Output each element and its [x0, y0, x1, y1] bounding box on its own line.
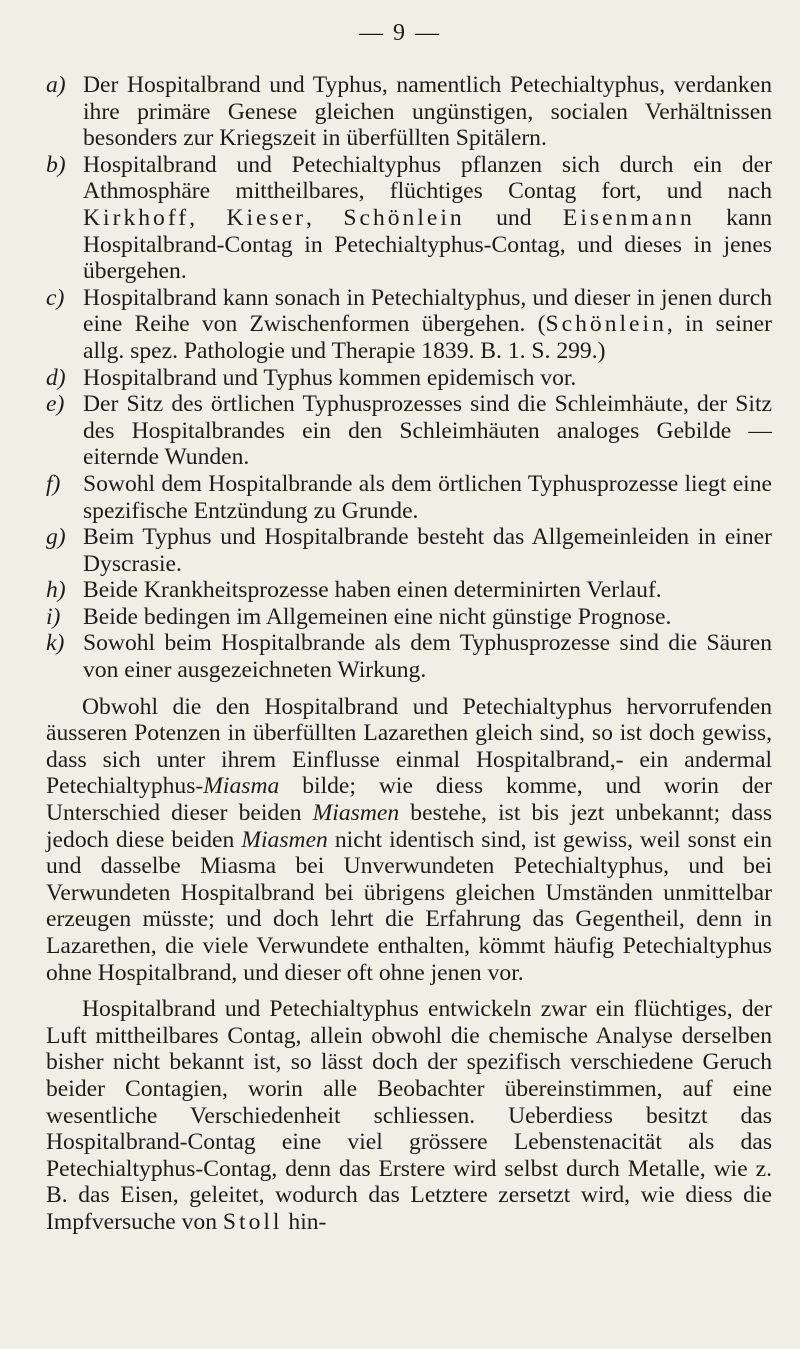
- list-item-text: Hospitalbrand und Typhus kommen epidemisch vor.: [83, 364, 577, 391]
- text-fragment: kann Hospitalbrand-Contag in Petechialtyphus-Contag, und dieses in jenes übergehen.: [83, 204, 773, 285]
- list-marker: k): [46, 630, 65, 657]
- list-marker: g): [46, 524, 66, 551]
- text-fragment: und: [464, 204, 563, 231]
- list-item-text: Hospitalbrand kann sonach in Petechialtyphus, und dieser in jenen durch eine Reihe von Zwischenformen übergehen. (: [83, 284, 772, 338]
- list-item-d: [46, 365, 772, 392]
- numbered-list: [46, 72, 772, 684]
- list-marker: d): [46, 364, 66, 391]
- list-item-h: [46, 577, 772, 604]
- page-number: — 9 —: [359, 20, 441, 46]
- author-name: Schönlein: [545, 311, 667, 338]
- text-fragment: hin-: [282, 1208, 327, 1235]
- list-item-e: [46, 391, 772, 471]
- italic-term: Miasmen: [312, 800, 400, 827]
- list-item-f: [46, 471, 772, 524]
- text-fragment: , in seiner allg. spez. Pathologie und Therapie 1839. B. 1. S. 299.): [83, 311, 772, 364]
- text-fragment: bilde; wie diess komme, und worin der Unterschied dieser beiden: [46, 773, 772, 827]
- list-item-c: [46, 285, 772, 365]
- list-item-text: Der Hospitalbrand und Typhus, namentlich Petechialtyphus, verdanken ihre primäre Genese gleichen ungünstigen, socialen Verhältnissen besonders zur Kriegszeit in überfüllten Spitälern.: [83, 72, 772, 152]
- list-item-a: [46, 72, 772, 152]
- italic-term: Miasma: [203, 773, 280, 800]
- list-item-text: Beim Typhus und Hospitalbrande besteht das Allgemeinleiden in einer Dyscrasie.: [83, 524, 772, 577]
- author-name: Kieser: [226, 204, 307, 231]
- list-item-g: [46, 524, 772, 577]
- italic-term: Miasmen: [241, 826, 328, 853]
- text-fragment: ,: [189, 204, 227, 231]
- list-item-text: Beide bedingen im Allgemeinen eine nicht günstige Prognose.: [83, 603, 672, 630]
- list-marker: e): [46, 391, 65, 418]
- text-fragment: ,: [306, 204, 344, 231]
- list-marker: f): [46, 470, 61, 497]
- list-marker: h): [46, 577, 66, 604]
- list-marker: b): [46, 151, 66, 178]
- list-marker: a): [46, 72, 66, 98]
- author-name: Schönlein: [343, 204, 465, 231]
- list-item-k: [46, 630, 772, 683]
- text-fragment: Obwohl die den Hospitalbrand und Petechialtyphus hervorrufenden äusseren Potenzen in überfüllten Lazarethen gleich sind, so ist doch gewiss, dass sich unter ihrem Einflusse einmal Hospitalbrand,- ein andermal Petechialtyphus-: [46, 693, 772, 800]
- list-item-text: Sowohl dem Hospitalbrande als dem örtlichen Typhusprozesse liegt eine spezifische Entzündung zu Grunde.: [83, 470, 772, 524]
- list-item-b: [46, 152, 772, 285]
- body-paragraph-2: [46, 996, 772, 1235]
- list-marker: i): [46, 603, 61, 630]
- author-name: Stoll: [222, 1208, 283, 1235]
- body-paragraph-1: [46, 694, 772, 987]
- author-name: Eisenmann: [562, 204, 695, 231]
- text-fragment: Hospitalbrand und Petechialtyphus entwickeln zwar ein flüchtiges, der Luft mittheilbares Contag, allein obwohl die chemische Analyse derselben bisher nicht bekannt ist, so lässt doch der spezifisch verschiedene Geruch beider Contagien, worin alle Beobachter übereinstimmen, auf eine wesentliche Verschiedenheit schliessen. Ueberdiess besitzt das Hospitalbrand-Contag eine viel grössere Lebenstenacität als das Petechialtyphus-Contag, denn das Erstere wird selbst durch Metalle, wie z. B. das Eisen, geleitet, wodurch das Letztere zersetzt wird, wie diess die Impfversuche von: [46, 996, 772, 1235]
- list-item-i: [46, 604, 772, 631]
- list-marker: c): [46, 284, 65, 311]
- list-item-text: Sowohl beim Hospitalbrande als dem Typhusprozesse sind die Säuren von einer ausgezeichneten Wirkung.: [83, 630, 772, 684]
- text-fragment: nicht identisch sind, ist gewiss, weil sonst ein und dasselbe Miasma bei Unverwundeten Petechialtyphus, und bei Verwundeten Hospitalbrand bei übrigens gleichen Umständen unmittelbar erzeugen müsste; und doch lehrt die Erfahrung das Gegentheil, denn in Lazarethen, die viele Verwundete enthalten, kömmt häufig Petechialtyphus ohne Hospitalbrand, und dieser oft ohne jenen vor.: [46, 826, 773, 986]
- author-name: Kirkhoff: [83, 204, 190, 231]
- list-item-text: Beide Krankheitsprozesse haben einen determinirten Verlauf.: [83, 577, 662, 604]
- text-fragment: bestehe, ist bis jezt unbekannt; dass jedoch diese beiden: [46, 800, 772, 853]
- list-item-text: Der Sitz des örtlichen Typhusprozesses sind die Schleimhäute, der Sitz des Hospitalbrandes ein den Schleimhäuten analoges Gebilde — eiternde Wunden.: [83, 391, 772, 471]
- list-item-text: Hospitalbrand und Petechialtyphus pflanzen sich durch ein der Athmosphäre mittheilbares, flüchtiges Contag fort, und nach: [83, 151, 772, 205]
